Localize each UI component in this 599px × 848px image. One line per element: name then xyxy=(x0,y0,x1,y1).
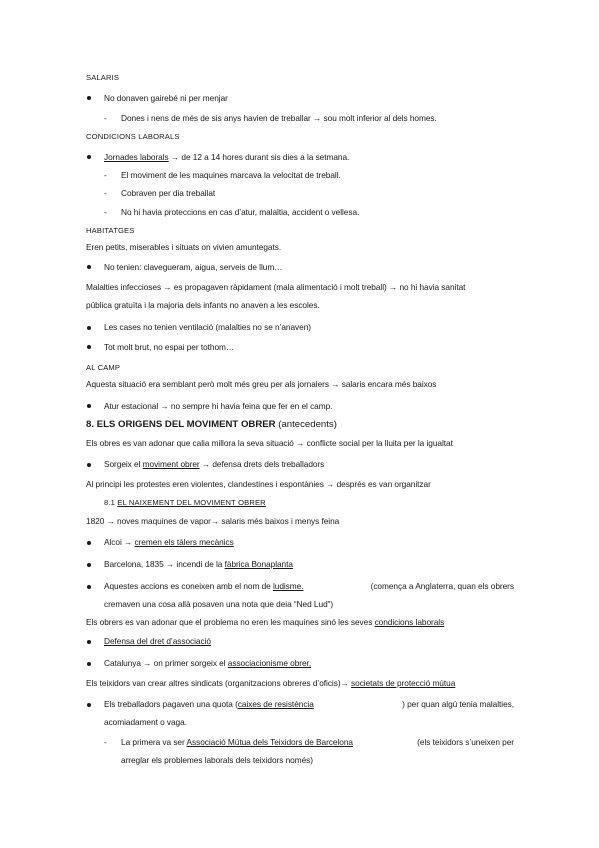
text-line xyxy=(104,559,293,570)
text-line: No tenien: clavegueram, aigua, serveis de llum… xyxy=(104,262,283,272)
text-line: arreglar els problemes laborals dels teixidors només) xyxy=(121,755,313,765)
text-line xyxy=(104,537,234,548)
text-span: (els teixidors s’uneixen per xyxy=(417,737,514,747)
bullet xyxy=(87,265,91,269)
text-span: Aquestes accions es coneixen amb el nom de xyxy=(104,581,273,591)
bullet xyxy=(87,404,91,408)
underlined-term: ludisme. xyxy=(272,581,304,591)
subsection-number: 8.1 xyxy=(104,498,118,507)
dash-marker: - xyxy=(104,188,107,198)
text-span xyxy=(104,581,303,592)
text-line: No donaven gairebé ni per menjar xyxy=(104,93,228,103)
dash-marker: - xyxy=(104,113,107,123)
bullet xyxy=(87,585,91,589)
text-line xyxy=(104,699,514,710)
bullet xyxy=(87,463,91,467)
bullet xyxy=(87,96,91,100)
text-line: pública gratuïta i la majoria dels infants no anaven a les escoles. xyxy=(86,300,320,310)
text-line xyxy=(104,459,324,470)
text-line xyxy=(104,658,311,669)
dash-marker: - xyxy=(104,170,107,180)
text-line: Les cases no tenien ventilació (malalties no se n’anaven) xyxy=(104,322,311,332)
text-line: Atur estacional → no sempre hi havia feina que fer en el camp. xyxy=(104,401,333,411)
heading-salaris: SALARIS xyxy=(86,73,120,82)
text-span: Els treballadors pagaven una quota ( xyxy=(104,699,238,709)
underlined-term: cremen els tàlers mecànics xyxy=(134,537,234,547)
text-span: → de 12 a 14 hores durant sis dies a la setmana. xyxy=(168,152,350,162)
underlined-term: Defensa del dret d’associació xyxy=(104,636,211,646)
underlined-term: condicions laborals xyxy=(374,617,445,627)
text-line: Els obres es van adonar que calia millora la seva situació → conflicte social per la lluita per la igualtat xyxy=(86,438,453,448)
bullet xyxy=(87,541,91,545)
section-subtitle: (antecedents) xyxy=(275,419,337,430)
text-line xyxy=(121,737,514,748)
underlined-term: caixes de resistència xyxy=(237,699,314,709)
bullet xyxy=(87,640,91,644)
text-line xyxy=(86,617,444,628)
text-line: Dones i nens de més de sis anys havien de treballar → sou molt inferior al dels homes. xyxy=(121,113,437,123)
subsection-heading xyxy=(104,497,266,508)
dash-marker: - xyxy=(104,207,107,217)
text-span: Els obrers es van adonar que el problema no eren les maquines sinó les seves xyxy=(86,617,375,627)
text-line: Malalties infeccioses → es propagaven ràpidament (mala alimentació i molt treball) → no hi havia sanitat xyxy=(86,282,466,292)
text-line: Eren petits, miserables i situats on vivien amuntegats. xyxy=(86,242,282,252)
underlined-term: associacionisme obrer, xyxy=(227,658,312,668)
dash-marker: - xyxy=(104,737,107,747)
text-span: → defensa drets dels treballadors xyxy=(199,459,325,469)
heading-condicions-laborals: CONDICIONS LABORALS xyxy=(86,132,180,141)
text-span xyxy=(104,699,314,710)
bullet xyxy=(87,345,91,349)
text-line: Cobraven per dia treballat xyxy=(121,188,216,198)
text-span: Alcoi → xyxy=(104,537,135,547)
subsection-title: EL NAIXEMENT DEL MOVIMENT OBRER xyxy=(117,498,266,507)
underlined-term: moviment obrer xyxy=(142,459,200,469)
text-span: Barcelona, 1835 → incendi de la xyxy=(104,559,225,569)
text-line: El moviment de les maquines marcava la velocitat de treball. xyxy=(121,170,341,180)
section-title: 8. ELS ORIGENS DEL MOVIMENT OBRER xyxy=(86,419,276,430)
text-line xyxy=(104,581,514,592)
text-line xyxy=(104,636,211,647)
text-line: acomiadament o vaga. xyxy=(104,717,187,727)
bullet xyxy=(87,662,91,666)
bullet xyxy=(87,326,91,330)
text-span: La primera va ser xyxy=(121,737,187,747)
text-line: 1820 → noves maquines de vapor→ salaris més baixos i menys feina xyxy=(86,516,340,526)
text-line xyxy=(104,152,349,163)
text-line xyxy=(86,678,455,689)
bullet xyxy=(87,155,91,159)
text-span: Els teixidors van crear altres sindicats (organitzacions obreres d’oficis)→ xyxy=(86,678,352,688)
text-line: Al principi les protestes eren violentes, clandestines i espontànies → després es van organitzar xyxy=(86,479,431,489)
bullet xyxy=(87,563,91,567)
section-heading xyxy=(86,419,337,430)
heading-al-camp: AL CAMP xyxy=(86,363,121,372)
underlined-term: societats de protecció mútua xyxy=(351,678,456,688)
underlined-term: Jornades laborals xyxy=(104,152,169,162)
text-span: Catalunya → on primer sorgeix el xyxy=(104,658,228,668)
text-span: (comença a Anglaterra, quan els obrers xyxy=(370,581,514,591)
text-line: No hi havia proteccions en cas d’atur, malaltia, accident o vellesa. xyxy=(121,207,360,217)
bullet xyxy=(87,703,91,707)
heading-habitatges: HABITATGES xyxy=(86,226,135,235)
text-span: ) per quan algú tenia malalties, xyxy=(402,699,514,709)
underlined-term: fàbrica Bonaplanta xyxy=(224,559,293,569)
text-line: Tot molt brut, no espai per tothom… xyxy=(104,342,235,352)
underlined-term: Associació Mútua dels Teixidors de Barcelona xyxy=(186,737,353,747)
text-line: cremaven una cosa allà posaven una nota que deia “Ned Lud”) xyxy=(104,599,334,609)
text-span xyxy=(121,737,353,748)
text-line: Aquesta situació era semblant però molt més greu per als jornalers → salaris encara més baixos xyxy=(86,379,437,389)
text-span: Sorgeix el xyxy=(104,459,143,469)
